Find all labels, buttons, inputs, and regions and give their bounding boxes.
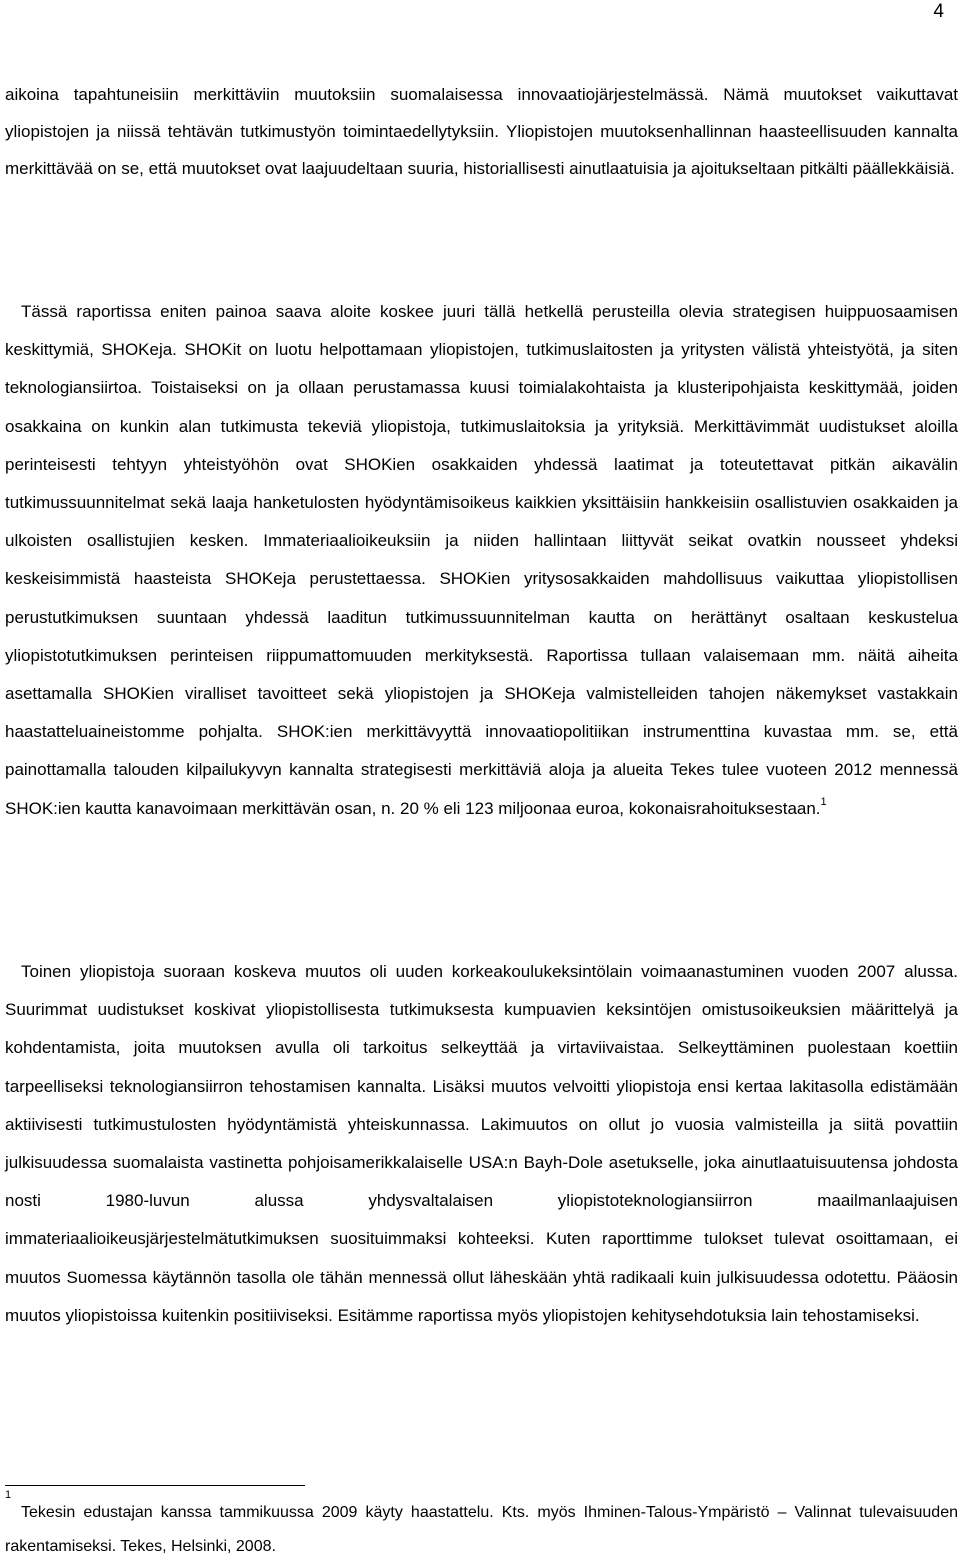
page-number: 4 <box>933 1 944 22</box>
paragraph-2-text: Tässä raportissa eniten painoa saava aloite koskee juuri tällä hetkellä perusteilla olevia strategisen huippuosaamisen keskittymiä, SHOKeja. SHOKit on luotu helpottamaan yliopistojen, tutkimuslaitosten ja yritysten välistä yhteistyötä, ja siten teknologiansiirtoa. Toistaiseksi on ja ollaan perustamassa kuusi toimialakohtaista ja klusteripohjaista keskittymää, joiden osakkaina on kunkin alan tutkimusta tekeviä yliopistoja, tutkimuslaitoksia ja yrityksiä. Merkittävimmät uudistukset aloilla perinteisesti tehtyyn yhteistyöhön ovat SHOKien osakkaiden yhdessä laatimat ja toteutettavat pitkän aikavälin tutkimussuunnitelmat sekä laaja hanketulosten hyödyntämisoikeus kaikkien yksittäisiin hankkeisiin osallistuvien osakkaiden ja ulkoisten osallistujien kesken. Immateriaalioikeuksiin ja niiden hallintaan liittyvät seikat ovatkin nousseet yhdeksi keskeisimmistä haasteista SHOKeja perustettaessa. SHOKien yritysosakkaiden mahdollisuus vaikuttaa yliopistollisen perustutkimuksen suuntaan yhdessä laaditun tutkimussuunnitelman kautta on herättänyt osaltaan keskustelua yliopistotutkimuksen perinteisen riippumattomuuden merkityksestä. Raportissa tullaan valaisemaan mm. näitä aiheita asettamalla SHOKien viralliset tavoitteet sekä yliopistojen ja SHOKeja valmistelleiden tahojen näkemykset vastakkain haastatteluaineistomme pohjalta. SHOK:ien merkittävyyttä innovaatiopolitiikan instrumenttina kuvastaa mm. se, että painottamalla talouden kilpailukyvyn kannalta strategisesti merkittäviä aloja ja alueita Tekes tulee vuoteen 2012 mennessä SHOK:ien kautta kanavoimaan merkittävän osan, n. 20 % eli 123 miljoonaa euroa, kokonaisrahoituksestaan. <box>5 302 958 818</box>
footnote-number: 1 <box>5 1489 12 1501</box>
paragraph-2 <box>5 293 958 828</box>
paragraph-3 <box>5 953 958 1335</box>
paragraph-1 <box>5 76 958 187</box>
footnote <box>5 1489 958 1564</box>
footnote-text: Tekesin edustajan kanssa tammikuussa 2009 käyty haastattelu. Kts. myös Ihminen-Talous-Ympäristö – Valinnat tulevaisuuden rakentamiseksi. Tekes, Helsinki, 2008. <box>5 1504 958 1555</box>
paragraph-3-text: Toinen yliopistoja suoraan koskeva muutos oli uuden korkeakoulukeksintölain voimaanastuminen vuoden 2007 alussa. Suurimmat uudistukset koskivat yliopistollisesta tutkimuksesta kumpuavien keksintöjen omistusoikeuksien määrittelyä ja kohdentamista, joita muutoksen avulla oli tarkoitus selkeyttää ja virtaviivaistaa. Selkeyttäminen puolestaan koettiin tarpeelliseksi teknologiansiirron tehostamisen kannalta. Lisäksi muutos velvoitti yliopistoja ensi kertaa lakitasolla edistämään aktiivisesti tutkimustulosten hyödyntämistä yhteiskunnassa. Lakimuutos on ollut jo vuosia valmisteilla ja siitä povattiin julkisuudessa suomalaista vastinetta pohjoisamerikkalaiselle USA:n Bayh-Dole asetukselle, joka ainutlaatuisuutensa johdosta nosti 1980-luvun alussa yhdysvaltalaisen yliopistoteknologiansiirron maailmanlaajuisen immateriaalioikeusjärjestelmätutkimuksen suosituimmaksi kohteeksi. Kuten raporttimme tulokset tulevat osoittamaan, ei muutos Suomessa käytännön tasolla ole tähän mennessä ollut läheskään yhtä radikaali kuin julkisuudessa odotettu. Pääosin muutos yliopistoissa kuitenkin positiiviseksi. Esitämme raportissa myös yliopistojen kehitysehdotuksia lain tehostamiseksi. <box>5 962 958 1325</box>
footnote-separator <box>5 1485 305 1486</box>
paragraph-1-text: aikoina tapahtuneisiin merkittäviin muutoksiin suomalaisessa innovaatiojärjestelmässä. Nämä muutokset vaikuttavat yliopistojen ja niissä tehtävän tutkimustyön toimintaedellytyksiin. Yliopistojen muutoksenhallinnan haasteellisuuden kannalta merkittävää on se, että muutokset ovat laajuudeltaan suuria, historiallisesti ainutlaatuisia ja ajoitukseltaan pitkälti päällekkäisiä. <box>5 85 958 178</box>
footnote-reference[interactable]: 1 <box>820 795 827 808</box>
